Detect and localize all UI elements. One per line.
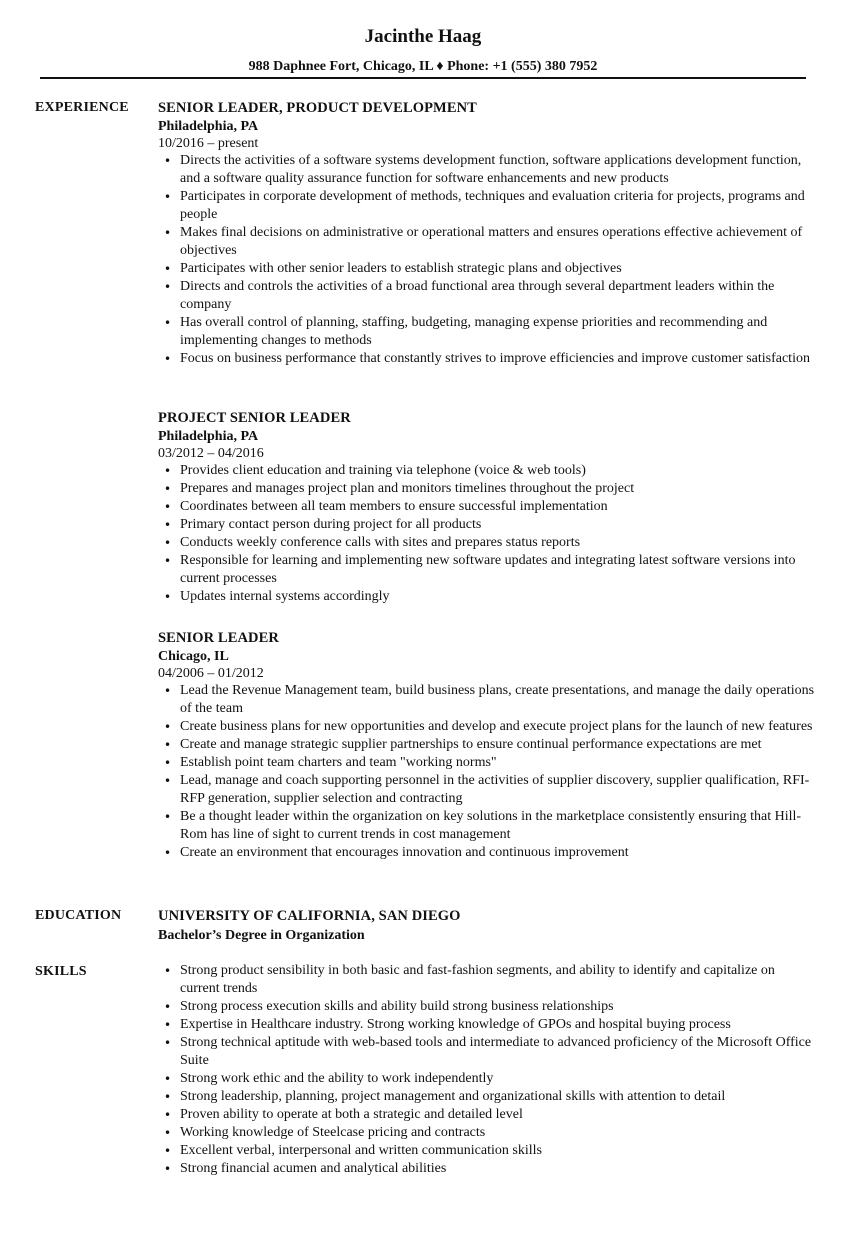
bullet-item: • Directs the activities of a software systems development function, software applications development function, and a software quality assurance function for software enhancements and new products xyxy=(158,152,818,188)
education-section-label: EDUCATION xyxy=(35,908,122,923)
degree: Bachelor’s Degree in Organization xyxy=(158,928,365,943)
skill-item: • Strong leadership, planning, project management and organizational skills with attention to detail xyxy=(158,1088,818,1106)
contact-line: 988 Daphnee Fort, Chicago, IL ♦ Phone: +1 (555) 380 7952 xyxy=(248,59,598,74)
skill-item: • Strong technical aptitude with web-based tools and intermediate to advanced proficiency of the Microsoft Office Suite xyxy=(158,1034,818,1070)
experience-entry-1 xyxy=(158,99,818,368)
bullet-item: • Be a thought leader within the organization on key solutions in the marketplace consistently ensuring that Hill-Rom has line of sight to current trends in cost management xyxy=(158,808,818,844)
experience-entry-2 xyxy=(158,409,818,606)
bullet-item: • Updates internal systems accordingly xyxy=(158,588,818,606)
bullet-item: • Participates with other senior leaders to establish strategic plans and objectives xyxy=(158,260,818,278)
job-dates: 10/2016 – present xyxy=(158,136,259,151)
job-bullets xyxy=(158,152,818,368)
bullet-item: • Coordinates between all team members to ensure successful implementation xyxy=(158,498,818,516)
job-location: Chicago, IL xyxy=(158,649,229,664)
job-title: SENIOR LEADER, PRODUCT DEVELOPMENT xyxy=(158,100,477,116)
bullet-item: • Create an environment that encourages innovation and continuous improvement xyxy=(158,844,818,862)
skill-item: • Strong product sensibility in both basic and fast-fashion segments, and ability to identify and capitalize on current trends xyxy=(158,962,818,998)
skills-section-label: SKILLS xyxy=(35,964,87,979)
bullet-item: • Lead the Revenue Management team, build business plans, create presentations, and manage the daily operations of the team xyxy=(158,682,818,718)
skills-list xyxy=(158,962,818,1178)
job-title: SENIOR LEADER xyxy=(158,630,279,646)
bullet-item: • Establish point team charters and team "working norms" xyxy=(158,754,818,772)
skill-item: • Proven ability to operate at both a strategic and detailed level xyxy=(158,1106,818,1124)
job-title: PROJECT SENIOR LEADER xyxy=(158,410,351,426)
header-divider xyxy=(40,77,806,79)
job-location: Philadelphia, PA xyxy=(158,429,259,444)
job-dates: 04/2006 – 01/2012 xyxy=(158,666,264,681)
job-bullets xyxy=(158,682,818,862)
bullet-item: • Primary contact person during project for all products xyxy=(158,516,818,534)
bullet-item: • Conducts weekly conference calls with sites and prepares status reports xyxy=(158,534,818,552)
bullet-item: • Directs and controls the activities of a broad functional area through several department leaders within the company xyxy=(158,278,818,314)
bullet-item: • Focus on business performance that constantly strives to improve efficiencies and improve customer satisfaction xyxy=(158,350,818,368)
skill-item: • Strong work ethic and the ability to work independently xyxy=(158,1070,818,1088)
job-bullets xyxy=(158,462,818,606)
bullet-item: • Lead, manage and coach supporting personnel in the activities of supplier discovery, supplier qualification, RFI-RFP generation, supplier selection and contracting xyxy=(158,772,818,808)
job-location: Philadelphia, PA xyxy=(158,119,259,134)
skill-item: • Expertise in Healthcare industry. Strong working knowledge of GPOs and hospital buying process xyxy=(158,1016,818,1034)
bullet-item: • Has overall control of planning, staffing, budgeting, managing expense priorities and recommending and implementing changes to methods xyxy=(158,314,818,350)
job-dates: 03/2012 – 04/2016 xyxy=(158,446,264,461)
experience-section-label: EXPERIENCE xyxy=(35,100,129,115)
bullet-item: • Create business plans for new opportunities and develop and execute project plans for the launch of new features xyxy=(158,718,818,736)
experience-entry-3 xyxy=(158,629,818,862)
candidate-name: Jacinthe Haag xyxy=(364,26,482,47)
bullet-item: • Provides client education and training via telephone (voice & web tools) xyxy=(158,462,818,480)
skill-item: • Strong process execution skills and ability build strong business relationships xyxy=(158,998,818,1016)
education-entry xyxy=(158,907,818,946)
bullet-item: • Create and manage strategic supplier partnerships to ensure continual performance expectations are met xyxy=(158,736,818,754)
bullet-item: • Makes final decisions on administrative or operational matters and ensures operations effective achievement of objectives xyxy=(158,224,818,260)
skill-item: • Excellent verbal, interpersonal and written communication skills xyxy=(158,1142,818,1160)
bullet-item: • Participates in corporate development of methods, techniques and evaluation criteria for projects, programs and people xyxy=(158,188,818,224)
skills-bullets xyxy=(158,962,818,1178)
skill-item: • Strong financial acumen and analytical abilities xyxy=(158,1160,818,1178)
bullet-item: • Responsible for learning and implementing new software updates and integrating latest software versions into current processes xyxy=(158,552,818,588)
school-name: UNIVERSITY OF CALIFORNIA, SAN DIEGO xyxy=(158,908,461,924)
skill-item: • Working knowledge of Steelcase pricing and contracts xyxy=(158,1124,818,1142)
bullet-item: • Prepares and manages project plan and monitors timelines throughout the project xyxy=(158,480,818,498)
